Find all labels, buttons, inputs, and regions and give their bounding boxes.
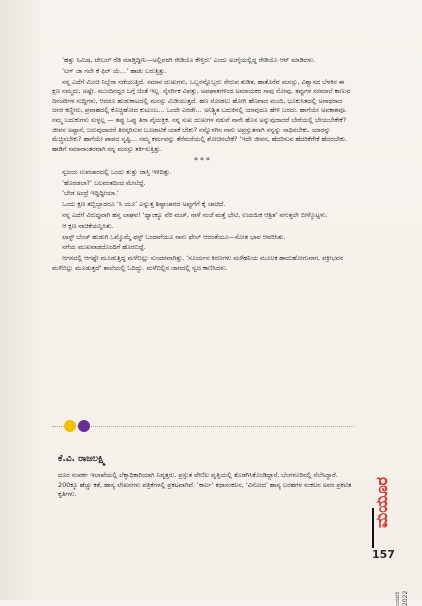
magazine-name: ಮಯೂರ bbox=[372, 476, 391, 528]
paragraph: ನನ್ನ ಎದೆಗೆ ವಿರುದ್ಧವಾಗಿ ಹಸ್ತ ಲಾಘವ! ‘ಥ್ಯಾಂಕ್ಯೂ ವೆರಿ ಮಚ್, ನಾಳೆ ಸಂಜೆ ಮತ್ತೆ ಭೇಟಿ, ಉದಯಿಕ ಆಶ್ರಿತ’ ನಗುತ್ತಲೇ ಬೀಳ್ಕೊಟ್ಟಳು. bbox=[62, 211, 328, 220]
paragraph: ಆ ಕ್ಷಣ ನಾಚಿಕೆಯನ್ನಿಸಿತು. bbox=[62, 221, 114, 230]
author-bio: ದೂರ ಸಂಪರ್ಕ ಇಲಾಖೆಯಲ್ಲಿ ಲೆಕ್ಕಾಧಿಕಾರಿಯಾಗಿ ನಿವೃತ್ತರು. ಪ್ರಸ್ತುತ ವೇಣಿಲ ವೃತ್ತಿಯಲ್ಲಿ ತೊಡಗಿಸಿಕೊಂಡಿದ್ದಾರೆ, ಬೆಂಗಳೂರಿನಲ್ಲಿ ನೆಲೆಸಿದ್ದಾರೆ. 200ಕ್ಕೂ ಹೆಚ್ಚು ಕತೆ, ಹಾಸ್ಯ ಲೇಖನಗಳು ಪತ್ರಿಕೆಗಳಲ್ಲಿ ಪ್ರಕಟವಾಗಿವೆ. ‘ಕಾರ್ಲ’ ಕಥಾಸಂಕಲನ, ‘ವಿನೋದ’ ಹಾಸ್ಯ ಬರಹಗಳ ಸಂಕಲನ ಅವರ ಪ್ರಕಟಿತ ಕೃತಿಗಳು. bbox=[58, 471, 352, 499]
yellow-dot-icon bbox=[64, 420, 76, 432]
page-gutter bbox=[0, 0, 40, 600]
paragraph: ‘ಹೊರಡಲಾ?’ ಬಲವಂತದಿಂದ ಮೇಲೆದ್ದೆ. bbox=[62, 178, 146, 187]
paragraph: ಸ್ವಜಯ ಉಪಚಾರದಲ್ಲಿ ಒಂದು ತುತ್ತು ಜಾಸ್ತಿ ಇಳಿದಿತ್ತು. bbox=[62, 167, 172, 176]
author-divider bbox=[52, 416, 354, 436]
story-text bbox=[52, 56, 354, 275]
paragraph: ‘ಲಗ್ ಜಾ ಗಲೇ ಕೆ ಫಿರ್ ಯೆ…’ ಹಾಡು ಬರುತ್ತಿತ್ತು. bbox=[62, 66, 167, 75]
dotted-rule bbox=[52, 426, 354, 427]
purple-dot-icon bbox=[78, 420, 90, 432]
paragraph: ನಗೆಯ ಮುಖವಾಡದೊಂದಿಗೆ ಹೊರಬಿದ್ದೆ. bbox=[62, 243, 146, 252]
paragraph: ‘ಬೇಡ ಅಂದ್ರೆ ಇದ್ದಿದ್ದೀಯಾ.’ bbox=[62, 189, 119, 198]
section-break: *** bbox=[194, 156, 212, 166]
paragraph: ಒಂದು ಕ್ಷಣ ತಬ್ಬಿಬ್ಬಾದರೂ ‘ಸಿ ಯೂ’ ಎನ್ನುತ್ತ ಶಿಷ್ಟಾಚಾರದ ಅಪ್ಪುಗೆಗೆ ಕೈ ಚಾಚಿದೆ. bbox=[62, 200, 226, 209]
paragraph: ‘ಹತ್ತು ನಿಮಿಷ, ಟೇಬಲ್ ರೆಡಿ ಮಾಡ್ತಿದ್ದೀನಿ—ಅಲ್ಲಿವರಗಿ ರೇಡಿಯೊ ಕೇಳ್ತಿರು’ ಎಂದು ಅಂಗೈಯಲ್ಲಿದ್ದ ರೇಡಿಯೊ ಆನ್ ಮಾಡಿದಳು. bbox=[62, 56, 316, 64]
paragraph: ಲಾಸ್ಟ್ ಬೆಂಚ್ ಹುಡುಗಿ ಒಮ್ಮೊಮ್ಮೆ ಫಸ್ಟ್ ಬಂದಾಗೆಯೂ ನಾನು ಫೇಲ್ ಆದಂತೆಯೂ—ಸೋತ ಭಾವ ಆವರಿಸಿತು. bbox=[62, 232, 286, 241]
paragraph: ನನ್ನ ಎದೆಗೆ ಮಿಂಚಿ ನಿಬ್ಬೆರಾ ನಡೆಯುತ್ತಿದೆ. ಸಮಾನ ದುಃಖಗಳು, ಒಬ್ಬರನ್ನೊಬ್ಬರು ಸೇರುವ ತುಡಿತ, ಹಾತೊರೆವ ಮನಸ್ಸು, ವಿಶ್ವಾಸದ ಬೆಳಕಿನ ಈ ಕ್ಷಣ ನಮ್ಮದು, ಅಷ್ಟೇ. ಮುಂದಿನದ್ದರ ಬಗ್ಗೆ ಚಿಂತೆ ಇಲ್ಲ. ನೈಸರ್ಗಿಕ ವಿಪತ್ತು, ಅಪಘಾತಗಳಿಂದ ಅಮಾಯಕರ ಸಾವು ನೋವು, ತಪ್ಪುಗಳ ಸರಮಾಲೆ ಕಾಣುವ ದಿನಚರಿಗಳ ಸುದ್ದಿಗಳು, ಆದರೂ ಹುಡುಕಾಟದಲ್ಲಿ ಮನಸ್ಸು ಮಿಡಿಯುತ್ತದೆ. ಹಣ ನೋಡಲು ಹೋಗಿ ಹೆಣವಾದ ಮಂದಿ, ಭೂಕುಸಿತದಲ್ಲಿ ಅನಾಥರಾದ ಜನರ ಕಣ್ಣೀರು, ಪ್ರವಾಹದಲ್ಲಿ ಕೊಚ್ಚಿಹೋದ ಕುಟುಂಬ… ಒಂದೇ ಎರಡೇ… ಅನಿಶ್ಚಿತ ಬದುಕಿನಲ್ಲಿ ಯಾವುದೂ ಹೇಳಿ ಬರದು. ಹಾಗೆಯೇ ಅವಕಾಶವೂ. ನಮ್ಮ ಬದುಕುಗಳು ಸುಳ್ಳಲ್ಲ — ತಪ್ಪು ಒಪ್ಪು ತಿರಾ ವೈಯಕ್ತಿಕ. ನನ್ನ ಸುಖ ದುಃಖಗಳ ನಡುವೆ ನಾನೇ ಹೊಸ ಅನ್ನುವುದಾದರೆ ಬೇರೆಯಲ್ಲಿ ಬೇಯಬೇಕೇಕೆ? ಜೀವನ ಅಷ್ಟಾನೆ, ಬರುವುದಾದರೆ ತಿರಸ್ಕರಿಸುವ ಬೂಟಾಟಿಕೆ ಯಾಕೆ ಬೇಕು? ನನ್ನೊಳಗಿನ ನಾನು ಅಪ್ರಸ್ತುತನಾಗಿ ನನ್ನನ್ನು ಸಾಧಿಸಬೇಕು. ಯಾರನ್ನು ಮೆಚ್ಚಿಸಬೇಕು? ಹಾಗೆಯೇ ಪಾಪದ ಸೃಷ್ಟಿ… ನಮ್ಮ ಕರ್ಮವನ್ನು ತೆರೆಮರೆಯಲ್ಲಿ ಶೋಚಿಸಬೇಕೆ? ‘ಇದೇ ಜೀವನ, ಹೆದರಿಸುವ ಹೆದರಿಕೆಗೇಕೆ ಹೆದರಬೇಕು. ಹಾಡಿಗೆ ಸಮಾನಾಂತರವಾಗಿ ನನ್ನ ಮನಸ್ಸು ತರ್ಕಿಸುತ್ತಿತ್ತು. bbox=[52, 77, 351, 153]
author-name: ಕೆ.ವಿ. ರಾಜಲಕ್ಷ್ಮಿ bbox=[58, 454, 106, 464]
issue-date: ಜನವರಿ 2022 bbox=[394, 590, 409, 606]
paragraph: ಆಗಸದಲ್ಲಿ ಆಗಷ್ಟೇ ಮೂಡುತ್ತಿದ್ದ ಮಳೆಬಿಲ್ಲು ಸುಂದರವಾಗಿತ್ತು. ‘ಸೂರ್ಯನ ಕಿರಣಗಳು ಮಳೆಹನಿಯ ಮೂಲಕ ಹಾದುಹೋಗುವಾಗ, ವಕ್ರೀಭವನ ಮಳೆಬಿಲ್ಲು ಮೂಡುತ್ತದೆ’ ಶಾಲೆಯಲ್ಲಿ ಓದಿದ್ದು. ಮಳೆಬಿಲ್ಲಿನ ಜಾಗದಲ್ಲಿ ಸ್ವಜ ಕಾಣಿಸಿದಳು. bbox=[52, 254, 344, 272]
page-number: 157 bbox=[372, 548, 395, 561]
